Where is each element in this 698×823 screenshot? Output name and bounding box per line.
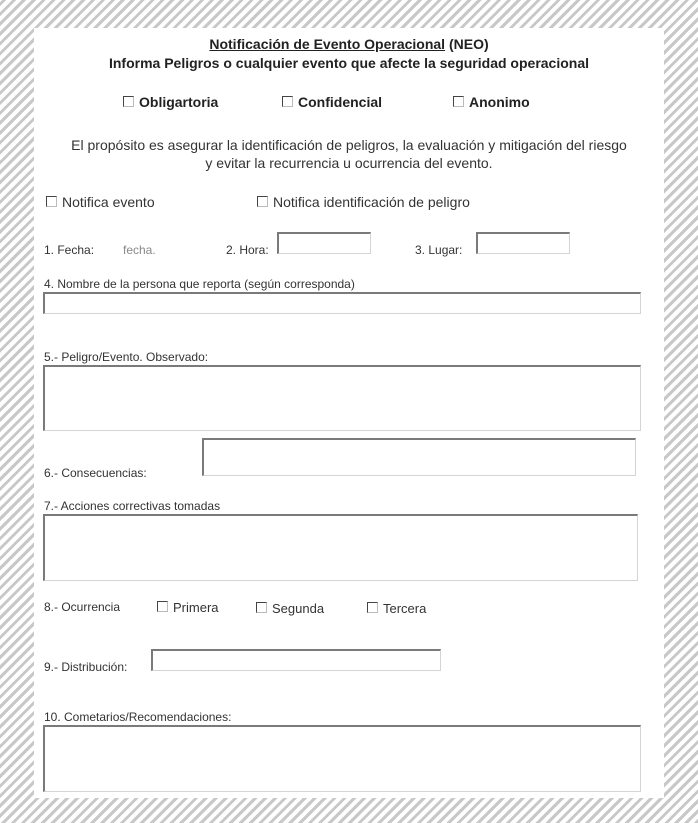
nombre-label: 4. Nombre de la persona que reporta (según corresponda) bbox=[44, 277, 355, 291]
acciones-input[interactable] bbox=[43, 514, 638, 581]
lugar-label: 3. Lugar: bbox=[415, 243, 463, 257]
checkbox-anonimo[interactable] bbox=[453, 94, 530, 110]
form-sheet bbox=[34, 28, 664, 798]
purpose-line-1: El propósito es asegurar la identificación de peligros, la evaluación y mitigación del riesgo bbox=[71, 137, 627, 153]
checkbox-notifica-peligro[interactable] bbox=[257, 194, 470, 210]
distribucion-label: 9.- Distribución: bbox=[44, 660, 128, 674]
checkbox-label: Obligartoria bbox=[139, 94, 219, 110]
checkbox-label: Segunda bbox=[272, 601, 325, 616]
distribucion-input[interactable] bbox=[151, 649, 441, 671]
checkbox-primera[interactable] bbox=[157, 600, 219, 615]
checkbox-icon[interactable] bbox=[123, 96, 134, 107]
checkbox-icon[interactable] bbox=[157, 601, 168, 612]
fecha-input[interactable]: fecha. bbox=[123, 243, 156, 257]
checkbox-obligatoria[interactable] bbox=[123, 94, 218, 110]
checkbox-confidencial[interactable] bbox=[282, 94, 382, 110]
checkbox-icon[interactable] bbox=[257, 196, 268, 207]
title-main: Notificación de Evento Operacional bbox=[209, 36, 446, 52]
checkbox-tercera[interactable] bbox=[367, 601, 426, 616]
peligro-input[interactable] bbox=[43, 365, 641, 431]
checkbox-label: Notifica identificación de peligro bbox=[273, 194, 470, 210]
checkbox-segunda[interactable] bbox=[256, 601, 324, 616]
checkbox-label: Notifica evento bbox=[62, 194, 155, 210]
hora-label: 2. Hora: bbox=[226, 243, 269, 257]
title-suffix: (NEO) bbox=[445, 36, 489, 52]
comentarios-label: 10. Cometarios/Recomendaciones: bbox=[44, 710, 232, 724]
checkbox-icon[interactable] bbox=[282, 96, 293, 107]
checkbox-label: Primera bbox=[173, 600, 219, 615]
checkbox-icon[interactable] bbox=[256, 602, 267, 613]
acciones-label: 7.- Acciones correctivas tomadas bbox=[44, 499, 221, 513]
consecuencias-input[interactable] bbox=[202, 438, 636, 476]
purpose-line-2: y evitar la recurrencia u ocurrencia del evento. bbox=[205, 155, 493, 171]
fecha-label: 1. Fecha: bbox=[44, 243, 95, 257]
checkbox-label: Anonimo bbox=[469, 94, 530, 110]
checkbox-notifica-evento[interactable] bbox=[46, 194, 155, 210]
form-title bbox=[34, 36, 664, 52]
form-subtitle: Informa Peligros o cualquier evento que afecte la seguridad operacional bbox=[108, 55, 590, 71]
ocurrencia-label: 8.- Ocurrencia bbox=[44, 600, 121, 614]
lugar-input[interactable] bbox=[476, 232, 570, 254]
nombre-input[interactable] bbox=[43, 292, 641, 314]
checkbox-icon[interactable] bbox=[367, 602, 378, 613]
comentarios-input[interactable] bbox=[43, 725, 641, 792]
peligro-label: 5.- Peligro/Evento. Observado: bbox=[44, 350, 209, 364]
checkbox-label: Confidencial bbox=[298, 94, 383, 110]
checkbox-label: Tercera bbox=[383, 601, 427, 616]
consecuencias-label: 6.- Consecuencias: bbox=[44, 466, 147, 480]
checkbox-icon[interactable] bbox=[453, 96, 464, 107]
checkbox-icon[interactable] bbox=[46, 196, 57, 207]
hora-input[interactable] bbox=[277, 232, 371, 254]
